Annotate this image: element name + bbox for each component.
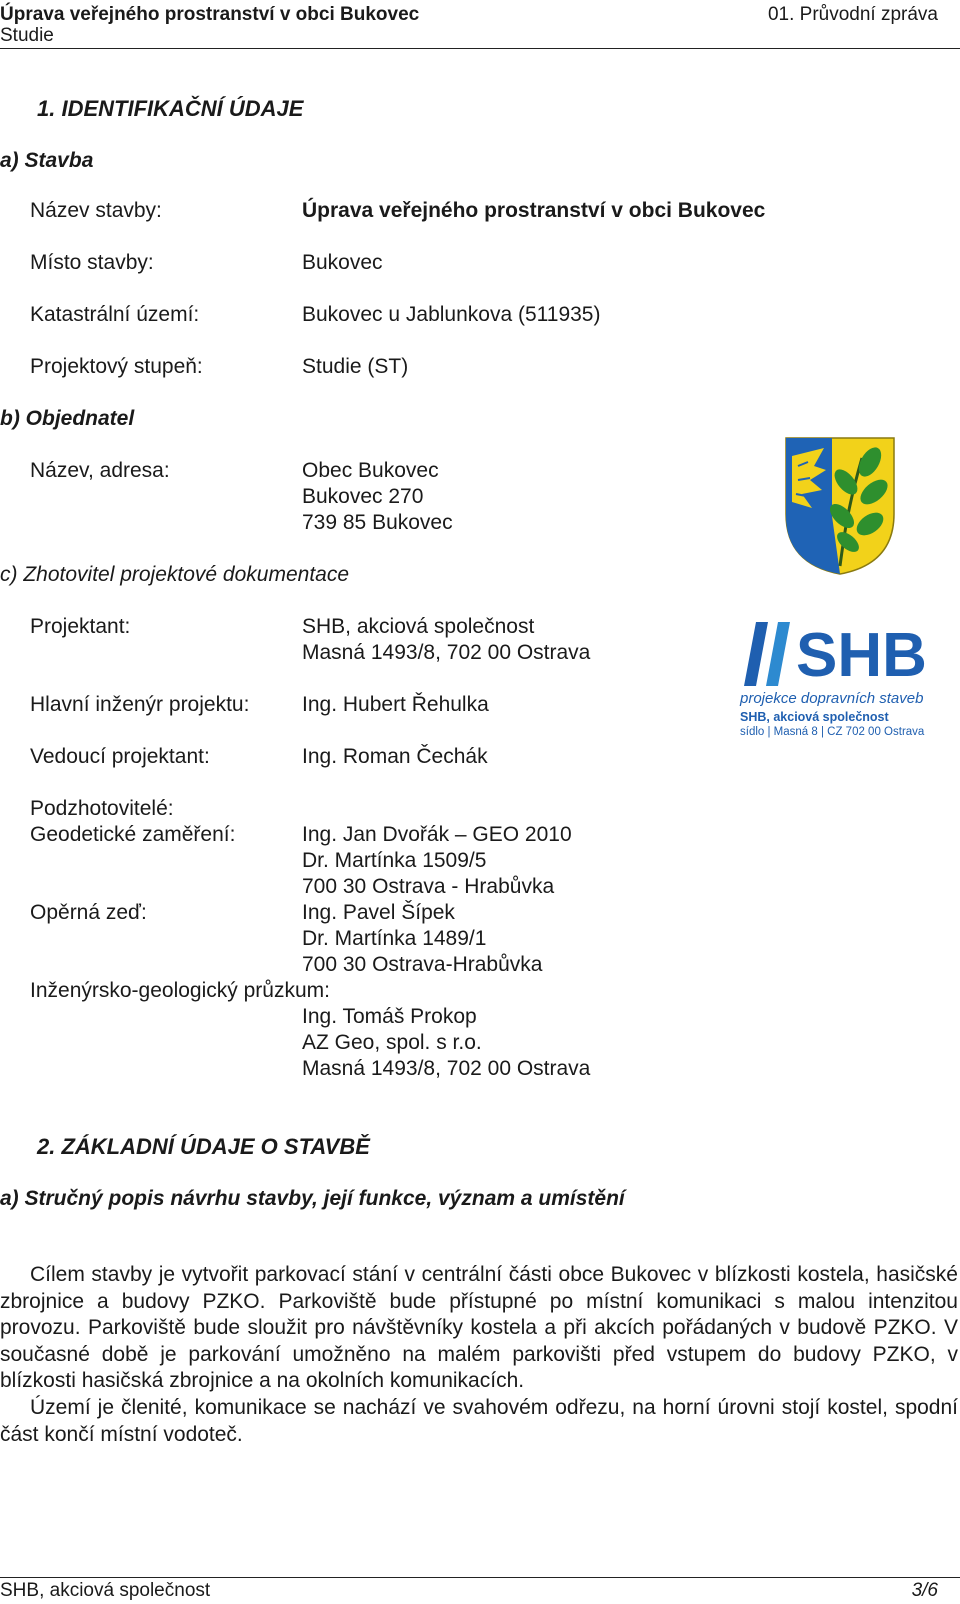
projektant-label: Projektant: [30,615,131,638]
hip-label: Hlavní inženýr projektu: [30,693,250,716]
igp-line: Ing. Tomáš Prokop [302,1005,477,1028]
description-text [0,1262,958,1448]
podzhotovitele-label: Podzhotovitelé: [30,797,174,820]
objednatel-line: 739 85 Bukovec [302,511,453,534]
header-document-title: Úprava veřejného prostranství v obci Bukovec [0,4,420,25]
operna-zed-line: Dr. Martínka 1489/1 [302,927,487,950]
shb-address: sídlo | Masná 8 | CZ 702 00 Ostrava [740,726,925,738]
section1c-heading: c) Zhotovitel projektové dokumentace [0,563,350,586]
operna-zed-line: Ing. Pavel Šípek [302,901,455,924]
nazev-stavby-label: Název stavby: [30,199,162,222]
footer-company: SHB, akciová společnost [0,1580,211,1601]
geodet-line: Ing. Jan Dvořák – GEO 2010 [302,823,572,846]
shb-logo-icon [740,616,952,692]
operna-zed-line: 700 30 Ostrava-Hrabůvka [302,953,543,976]
operna-zed-label: Opěrná zeď: [30,901,147,924]
projektovy-stupen-label: Projektový stupeň: [30,355,203,378]
vedouci-projektant-value: Ing. Roman Čechák [302,745,488,768]
shb-company: SHB, akciová společnost [740,710,889,724]
igp-line: AZ Geo, spol. s r.o. [302,1031,482,1054]
katastralni-uzemi-label: Katastrální území: [30,303,200,326]
section2-heading: 2. ZÁKLADNÍ ÚDAJE O STAVBĚ [37,1134,370,1159]
katastralni-uzemi-value: Bukovec u Jablunkova (511935) [302,303,601,326]
header-section-name: 01. Průvodní zpráva [767,4,938,25]
projektant-line: Masná 1493/8, 702 00 Ostrava [302,641,591,664]
shb-tagline: projekce dopravních staveb [740,690,924,707]
vedouci-projektant-label: Vedoucí projektant: [30,745,210,768]
projektant-line: SHB, akciová společnost [302,615,535,638]
geodet-line: Dr. Martínka 1509/5 [302,849,487,872]
header-divider [0,48,960,49]
geodet-label: Geodetické zaměření: [30,823,236,846]
section1b-heading: b) Objednatel [0,407,135,430]
section1a-heading: a) Stavba [0,149,94,172]
igp-label: Inženýrsko-geologický průzkum: [30,979,330,1002]
section2a-heading: a) Stručný popis návrhu stavby, její funkce, význam a umístění [0,1187,625,1210]
page-number: 3/6 [911,1580,938,1601]
description-paragraph: Cílem stavby je vytvořit parkovací stání v centrální části obce Bukovec v blízkosti kostela, hasičské zbrojnice a budovy PZKO. Parkoviště bude přístupné po místní komunikaci s malou intenzitou provozu. Parkoviště bude sloužit pro návštěvníky kostela a při akcích pořádaných v budově PZKO. V současné době je parkování umožněno na malém parkovišti před vstupem do budovy PZKO, v blízkosti hasičská zbrojnice a na okolních komunikacích. [0,1263,958,1393]
objednatel-line: Bukovec 270 [302,485,424,508]
projektovy-stupen-value: Studie (ST) [302,355,409,378]
objednatel-line: Obec Bukovec [302,459,439,482]
igp-line: Masná 1493/8, 702 00 Ostrava [302,1057,591,1080]
hip-value: Ing. Hubert Řehulka [302,693,489,716]
misto-stavby-label: Místo stavby: [30,251,154,274]
header-subtitle: Studie [0,25,54,46]
shb-brand-text: SHB [796,621,927,690]
misto-stavby-value: Bukovec [302,251,383,274]
nazev-stavby-value: Úprava veřejného prostranství v obci Bukovec [302,199,766,222]
objednatel-label: Název, adresa: [30,459,170,482]
geodet-line: 700 30 Ostrava - Hrabůvka [302,875,555,898]
description-paragraph: Území je členité, komunikace se nachází ve svahovém odřezu, na horní úrovni stojí kostel, spodní část končí místní vodoteč. [0,1395,958,1446]
shb-logo [740,616,952,764]
bukovec-coat-of-arms-icon [784,436,896,576]
section1-heading: 1. IDENTIFIKAČNÍ ÚDAJE [37,96,304,121]
